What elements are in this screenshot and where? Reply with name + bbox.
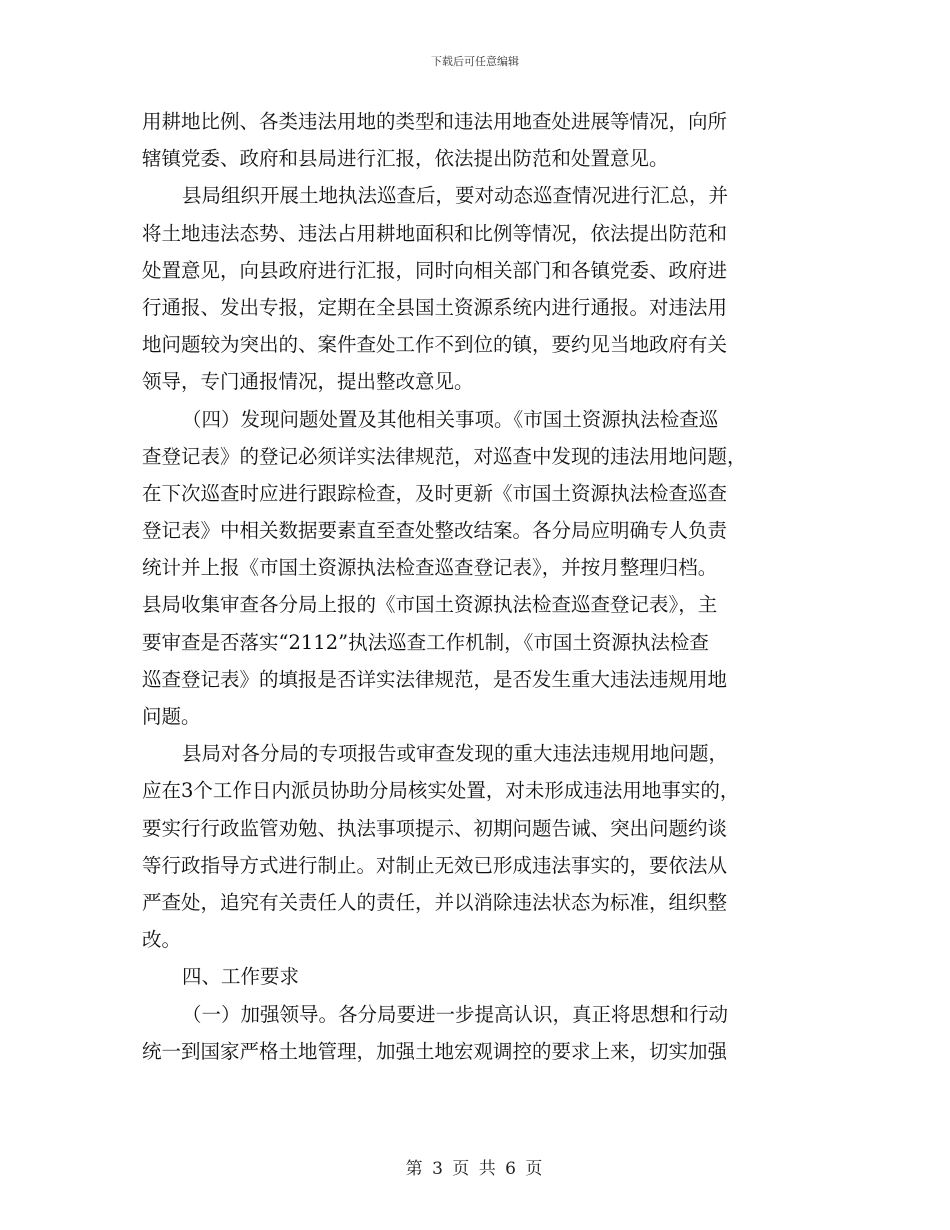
body-line: 查登记表》的登记必须详实法律规范，对巡查中发现的违法用地问题， — [142, 444, 747, 468]
body-line: 处置意见，向县政府进行汇报，同时向相关部门和各镇党委、政府进 — [142, 258, 728, 282]
body-line: 巡查登记表》的填报是否详实法律规范，是否发生重大违法违规用地 — [142, 667, 728, 691]
footer-prefix: 第 — [405, 1159, 425, 1179]
body-line: 用耕地比例、各类违法用地的类型和违法用地查处进展等情况，向所 — [142, 110, 728, 133]
page-number-footer — [0, 1154, 950, 1179]
page-header-note: 下载后可任意编辑 — [431, 55, 519, 68]
body-line: 等行政指导方式进行制止。对制止无效已形成违法事实的，要依法从 — [142, 853, 728, 877]
footer-current-page: 3 — [432, 1159, 445, 1179]
body-line: 领导，专门通报情况，提出整改意见。 — [142, 370, 474, 394]
body-line: 县局对各分局的专项报告或审查发现的重大违法违规用地问题， — [182, 742, 729, 766]
body-line: （一）加强领导。各分局要进一步提高认识，真正将思想和行动 — [182, 1002, 729, 1026]
footer-suffix: 页 — [525, 1159, 545, 1179]
body-line: 统一到国家严格土地管理，加强土地宏观调控的要求上来，切实加强 — [142, 1039, 728, 1063]
document-body — [142, 103, 802, 1070]
footer-total-pages: 6 — [505, 1159, 518, 1179]
body-line: 严查处，追究有关责任人的责任，并以消除违法状态为标准，组织整 — [142, 890, 728, 914]
body-line: 地问题较为突出的、案件查处工作不到位的镇，要约见当地政府有关 — [142, 333, 728, 357]
body-line: 问题。 — [142, 705, 201, 728]
body-line: 要实行行政监管劝勉、执法事项提示、初期问题告诫、突出问题约谈 — [142, 816, 728, 840]
body-line: 县局收集审查各分局上报的《市国土资源执法检查巡查登记表》，主 — [142, 593, 718, 617]
body-line: （四）发现问题处置及其他相关事项。《市国土资源执法检查巡 — [182, 407, 719, 431]
body-line: 要审查是否落实“2112”执法巡查工作机制，《市国土资源执法检查 — [142, 630, 709, 654]
body-line: 登记表》中相关数据要素直至查处整改结案。各分局应明确专人负责 — [142, 519, 728, 543]
body-line: 行通报、发出专报，定期在全县国土资源系统内进行通报。对违法用 — [142, 295, 728, 319]
body-line: 统计并上报《市国土资源执法检查巡查登记表》，并按月整理归档。 — [142, 556, 718, 580]
body-line: 四、工作要求 — [182, 965, 300, 989]
body-line: 改。 — [142, 928, 182, 952]
footer-middle: 页 共 — [452, 1159, 498, 1179]
body-line: 应在3个工作日内派员协助分局核实处置，对未形成违法用地事实的， — [142, 779, 740, 803]
body-line: 辖镇党委、政府和县局进行汇报，依法提出防范和处置意见。 — [142, 147, 669, 171]
body-line: 在下次巡查时应进行跟踪检查，及时更新《市国土资源执法检查巡查 — [142, 481, 728, 505]
body-line: 将土地违法态势、违法占用耕地面积和比例等情况，依法提出防范和 — [142, 221, 728, 245]
body-line: 县局组织开展土地执法巡查后，要对动态巡查情况进行汇总，并 — [182, 184, 729, 208]
